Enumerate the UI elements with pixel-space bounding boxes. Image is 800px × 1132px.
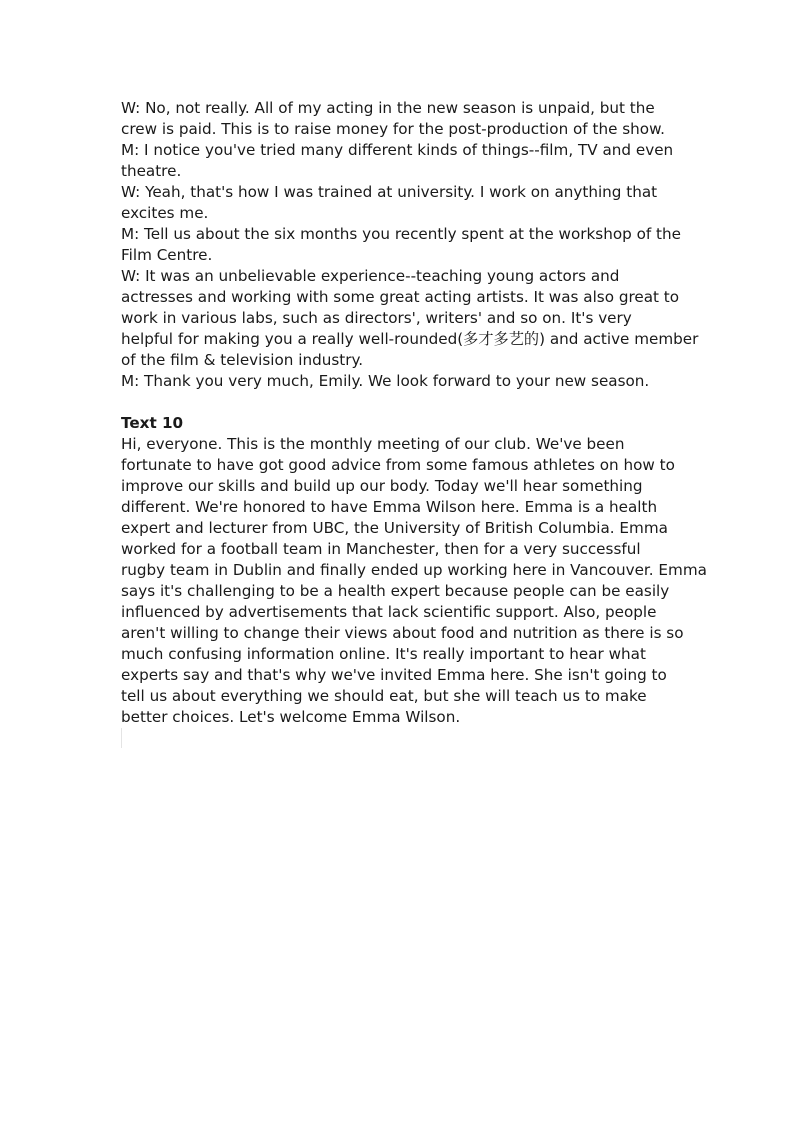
dialogue-line: helpful for making you a really well-rounded(多才多艺的) and active member	[121, 330, 699, 348]
paragraph-line: rugby team in Dublin and finally ended up working here in Vancouver. Emma	[121, 561, 707, 579]
dialogue-line: M: I notice you've tried many different kinds of things--film, TV and even	[121, 141, 674, 159]
dialogue-line: Film Centre.	[121, 246, 213, 264]
paragraph-line: worked for a football team in Manchester, then for a very successful	[121, 540, 641, 558]
dialogue-line: W: It was an unbelievable experience--teaching young actors and	[121, 267, 620, 285]
dialogue-line: M: Thank you very much, Emily. We look forward to your new season.	[121, 372, 650, 390]
paragraph-line: better choices. Let's welcome Emma Wilson.	[121, 708, 461, 726]
section-spacer	[121, 392, 691, 413]
paragraph-line: aren't willing to change their views about food and nutrition as there is so	[121, 624, 684, 642]
dialogue-section	[121, 98, 699, 392]
paragraph-line: much confusing information online. It's really important to hear what	[121, 645, 646, 663]
paragraph-line: tell us about everything we should eat, but she will teach us to make	[121, 687, 647, 705]
dialogue-line: work in various labs, such as directors', writers' and so on. It's very	[121, 309, 632, 327]
dialogue-line: of the film & television industry.	[121, 351, 364, 369]
dialogue-line: theatre.	[121, 162, 182, 180]
margin-mark	[121, 728, 122, 748]
text10-section	[121, 413, 707, 728]
dialogue-line: W: Yeah, that's how I was trained at university. I work on anything that	[121, 183, 658, 201]
paragraph-line: improve our skills and build up our body. Today we'll hear something	[121, 477, 643, 495]
section-heading: Text 10	[121, 414, 184, 432]
paragraph-line: experts say and that's why we've invited Emma here. She isn't going to	[121, 666, 667, 684]
paragraph-line: expert and lecturer from UBC, the University of British Columbia. Emma	[121, 519, 668, 537]
dialogue-line: actresses and working with some great acting artists. It was also great to	[121, 288, 680, 306]
paragraph-line: different. We're honored to have Emma Wilson here. Emma is a health	[121, 498, 658, 516]
dialogue-line: M: Tell us about the six months you recently spent at the workshop of the	[121, 225, 681, 243]
paragraph-line: influenced by advertisements that lack scientific support. Also, people	[121, 603, 657, 621]
paragraph-line: says it's challenging to be a health expert because people can be easily	[121, 582, 670, 600]
paragraph-line: Hi, everyone. This is the monthly meeting of our club. We've been	[121, 435, 625, 453]
dialogue-line: excites me.	[121, 204, 209, 222]
dialogue-line: W: No, not really. All of my acting in the new season is unpaid, but the	[121, 99, 655, 117]
dialogue-line: crew is paid. This is to raise money for the post-production of the show.	[121, 120, 665, 138]
document-page	[121, 98, 707, 728]
paragraph-line: fortunate to have got good advice from some famous athletes on how to	[121, 456, 675, 474]
